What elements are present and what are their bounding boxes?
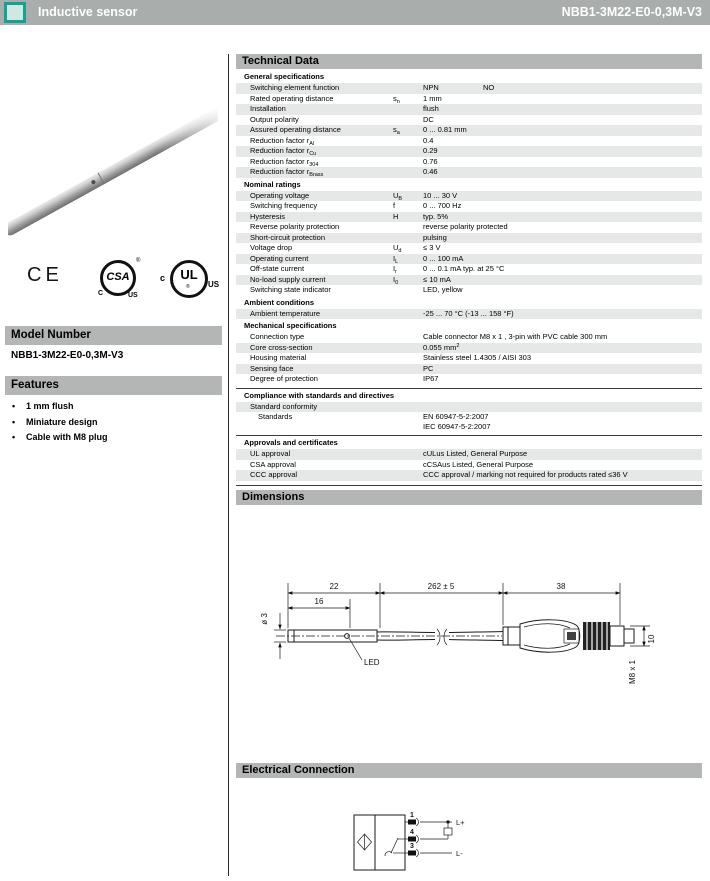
csa-c: C: [98, 290, 104, 297]
spec-section: [236, 70, 702, 178]
spec-label: Switching state indicator: [250, 285, 331, 294]
spec-symbol: [393, 353, 423, 364]
dim-10: 10: [647, 634, 656, 644]
spec-row: [236, 254, 702, 265]
bullet-icon: •: [12, 432, 16, 442]
spec-row: [236, 309, 702, 320]
spec-row: [236, 191, 702, 202]
spec-label: Switching frequency: [250, 201, 318, 210]
spec-value: Stainless steel 1.4305 / AISI 303: [423, 353, 531, 362]
spec-label: Hysteresis: [250, 211, 286, 221]
spec-section: [236, 319, 702, 385]
spec-symbol: [393, 285, 423, 296]
spec-label: Voltage drop: [250, 243, 293, 252]
spec-label: Core cross-section: [250, 342, 313, 352]
model-number-value: NBB1-3M22-E0-0,3M-V3: [11, 350, 124, 361]
ul-us: US: [208, 280, 220, 289]
spec-value: ≤ 3 V: [423, 243, 441, 252]
spec-symbol: [393, 343, 423, 354]
pin-3-label: 3: [410, 843, 414, 850]
spec-symbol: [393, 364, 423, 375]
pin-4-label: 4: [410, 829, 414, 836]
spec-row: [236, 115, 702, 126]
subscript: r: [395, 269, 397, 275]
electrical-connection-heading: Electrical Connection: [236, 763, 702, 778]
spec-row: [236, 275, 702, 286]
spec-symbol: [393, 332, 423, 343]
superscript: 2: [456, 342, 460, 349]
spec-value: 0.055 $mm^2$: [423, 342, 460, 352]
spec-row: [236, 157, 702, 168]
subscript: d: [398, 248, 402, 254]
subscript: 304: [309, 161, 319, 168]
spec-label: Connection type: [250, 332, 305, 341]
spec-section-header: Approvals and certificates: [244, 438, 338, 447]
subscript: B: [398, 195, 403, 202]
spec-section-header: Compliance with standards and directives: [244, 390, 395, 400]
spec-value: LED, yellow: [423, 285, 463, 294]
spec-section-header: Nominal ratings: [244, 179, 301, 189]
technical-data-table: [236, 70, 702, 486]
ul-registered: ®: [186, 284, 190, 290]
dim-262: 262 ± 5: [427, 582, 455, 591]
spec-row: [236, 212, 702, 223]
spec-section: [236, 296, 702, 320]
subscript: L: [395, 258, 399, 265]
spec-row: [236, 125, 702, 136]
spec-value: PC: [423, 363, 434, 373]
spec-row: [236, 332, 702, 343]
spec-value: 0 ... 0.81 mm: [423, 125, 467, 134]
spec-row: [236, 460, 702, 471]
spec-label: Operating current: [250, 253, 309, 263]
spec-value: DC: [423, 114, 434, 124]
features-heading: Features: [5, 376, 222, 395]
spec-value: 0.76: [423, 156, 438, 166]
table-end-rule: [236, 485, 702, 486]
spec-row: [236, 353, 702, 364]
feature-text: Cable with M8 plug: [26, 432, 108, 442]
spec-value: [423, 402, 702, 413]
spec-value: reverse polarity protected: [423, 222, 508, 231]
subscript: 0: [395, 279, 399, 286]
feature-item: [5, 430, 222, 446]
spec-row: [236, 285, 702, 296]
spec-label: Switching element function: [250, 83, 340, 92]
spec-row: [236, 402, 702, 413]
spec-row: [236, 364, 702, 375]
wiring-diagram: [348, 804, 538, 880]
spec-symbol: [393, 136, 423, 147]
spec-section: [236, 435, 702, 481]
spec-row: [236, 412, 702, 432]
feature-text: 1 mm flush: [26, 401, 74, 411]
spec-value: cCSAus Listed, General Purpose: [423, 459, 534, 469]
product-type-title: Inductive sensor: [38, 5, 138, 19]
sensor-led-hole: [90, 180, 95, 185]
spec-symbol: [393, 146, 423, 157]
spec-value: pulsing: [423, 232, 447, 242]
spec-value: 0 ... 700 Hz: [423, 201, 462, 210]
spec-value: typ. 5%: [423, 211, 449, 221]
csa-us: US: [128, 292, 138, 299]
spec-row: [236, 449, 702, 460]
spec-row: [236, 374, 702, 385]
spec-value: 10 ... 30 V: [423, 190, 458, 200]
spec-label: Rated operating distance: [250, 93, 334, 103]
spec-value: cULus Listed, General Purpose: [423, 449, 528, 458]
spec-value: 1 mm: [423, 93, 442, 103]
spec-row: [236, 104, 702, 115]
spec-label: Off-state current: [250, 264, 305, 273]
spec-symbol: [393, 374, 423, 385]
spec-symbol: [393, 157, 423, 168]
spec-row: [236, 243, 702, 254]
spec-row: [236, 146, 702, 157]
spec-label: Sensing face: [250, 363, 294, 373]
spec-label: Degree of protection: [250, 374, 318, 383]
spec-label: No-load supply current: [250, 274, 326, 284]
ul-letters: UL: [180, 267, 198, 282]
spec-section: [236, 178, 702, 296]
brand-logo-icon: [4, 2, 26, 23]
feature-item: [5, 415, 222, 431]
feature-item: [5, 399, 222, 415]
spec-value-line: IEC 60947-5-2:2007: [423, 422, 491, 431]
spec-value: [423, 412, 702, 432]
spec-value: -25 ... 70 °C (-13 ... 158 °F): [423, 308, 514, 318]
spec-section-header: Mechanical specifications: [244, 321, 337, 330]
spec-symbol: [393, 115, 423, 126]
spec-row: [236, 343, 702, 354]
spec-label: Installation: [250, 104, 286, 113]
spec-symbol: $U_d$: [393, 243, 402, 254]
dimension-drawing: [236, 555, 706, 755]
spec-symbol: [393, 167, 423, 178]
sensor-cylinder-image: [8, 99, 218, 237]
csa-letters: CSA: [106, 271, 130, 283]
spec-row: [236, 222, 702, 233]
subscript: a: [396, 130, 400, 136]
subscript: Brass: [309, 172, 324, 178]
spec-symbol: [393, 460, 423, 471]
spec-symbol: f: [393, 201, 396, 210]
thread-label: M8 x 1: [628, 659, 637, 685]
terminal-l-minus: L-: [456, 849, 463, 858]
spec-label: Short-circuit protection: [250, 232, 326, 242]
spec-symbol: [393, 83, 423, 94]
subscript: n: [396, 98, 400, 105]
dim-diameter: ø 3: [260, 613, 269, 625]
spec-value: 0.46: [423, 167, 438, 176]
spec-label: Standards: [258, 412, 293, 421]
features-list: [5, 399, 222, 446]
spec-value-2: NO: [483, 83, 495, 92]
spec-label: Reduction factor $r_{Cu}$: [250, 146, 317, 157]
spec-symbol: [393, 222, 423, 233]
spec-label: Reduction factor $r_{Brass}$: [250, 167, 324, 178]
spec-label: CCC approval: [250, 470, 298, 479]
spec-value: 0 ... 100 mA: [423, 253, 464, 263]
spec-symbol: $I_L$: [393, 253, 399, 265]
dim-38: 38: [556, 582, 566, 591]
spec-value: IP67: [423, 374, 439, 383]
spec-label: Assured operating distance: [250, 125, 341, 134]
spec-symbol: $I_0$: [393, 274, 399, 286]
dimensions-heading: Dimensions: [236, 490, 702, 505]
ul-c: c: [160, 273, 166, 283]
dim-16: 16: [314, 597, 324, 606]
ul-mark-icon: [160, 260, 222, 300]
spec-symbol: [393, 104, 423, 115]
spec-label: Output polarity: [250, 114, 299, 124]
dim-22: 22: [329, 582, 339, 591]
spec-row: [236, 83, 702, 94]
spec-symbol: [393, 470, 423, 481]
spec-value: flush: [423, 104, 439, 113]
spec-label: Reverse polarity protection: [250, 222, 340, 231]
subscript: Al: [309, 140, 315, 147]
model-number-heading: Model Number: [5, 326, 222, 345]
feature-text: Miniature design: [26, 416, 98, 427]
csa-registered: ®: [136, 258, 141, 264]
spec-row: [236, 470, 702, 481]
spec-symbol: $I_r$: [393, 264, 397, 275]
spec-label: CSA approval: [250, 459, 296, 469]
column-divider: [228, 54, 229, 876]
spec-value: Cable connector M8 x 1 , 3-pin with PVC cable 300 mm: [423, 332, 608, 341]
spec-symbol: [393, 309, 423, 320]
photo-fade: [152, 98, 218, 156]
spec-row: [236, 94, 702, 105]
spec-label: Housing material: [250, 353, 307, 362]
sensor-sleeve-line: [98, 172, 105, 184]
product-photo: [8, 62, 218, 254]
spec-value: 0.4: [423, 135, 434, 145]
spec-row: [236, 201, 702, 212]
spec-row: [236, 264, 702, 275]
terminal-l-plus: L+: [456, 818, 465, 827]
led-label: LED: [364, 658, 380, 667]
spec-symbol: $U_B$: [393, 190, 403, 202]
spec-symbol: [393, 402, 423, 413]
spec-value: CCC approval / marking not required for products rated ≤36 V: [423, 470, 628, 479]
spec-label: Reduction factor $r_{Al}$: [250, 135, 315, 147]
spec-section-header: General specifications: [244, 72, 325, 81]
ce-mark-icon: CE: [27, 264, 63, 286]
spec-section-header: Ambient conditions: [244, 297, 314, 307]
technical-data-heading: Technical Data: [236, 54, 702, 69]
spec-label: Operating voltage: [250, 190, 310, 200]
spec-row: [236, 136, 702, 147]
page-header-bar: [0, 0, 710, 25]
spec-row: [236, 167, 702, 178]
spec-value: 0 ... 0.1 mA typ. at 25 °C: [423, 264, 505, 273]
spec-symbol: [393, 412, 423, 432]
certification-marks: [0, 258, 229, 308]
spec-label: Standard conformity: [250, 401, 318, 411]
spec-label: Reduction factor $r_{304}$: [250, 156, 319, 168]
spec-symbol: [393, 233, 423, 244]
header-part-number: NBB1-3M22-E0-0,3M-V3: [561, 5, 702, 19]
spec-value: NPN NO: [423, 83, 495, 92]
spec-symbol: [393, 449, 423, 460]
spec-label: Ambient temperature: [250, 308, 321, 318]
pin-1-label: 1: [410, 812, 414, 819]
spec-value: 0.29: [423, 146, 438, 155]
spec-value: ≤ 10 mA: [423, 274, 451, 284]
bullet-icon: •: [12, 416, 16, 427]
spec-symbol: H: [393, 211, 399, 221]
csa-mark-icon: [98, 258, 141, 299]
spec-label: UL approval: [250, 449, 291, 458]
spec-symbol: $s_a$: [393, 125, 400, 136]
spec-symbol: $s_n$: [393, 93, 400, 105]
subscript: Cu: [309, 151, 317, 157]
bullet-icon: •: [12, 401, 16, 411]
spec-section: [236, 388, 702, 433]
spec-row: [236, 233, 702, 244]
spec-value-line: EN 60947-5-2:2007: [423, 412, 489, 421]
